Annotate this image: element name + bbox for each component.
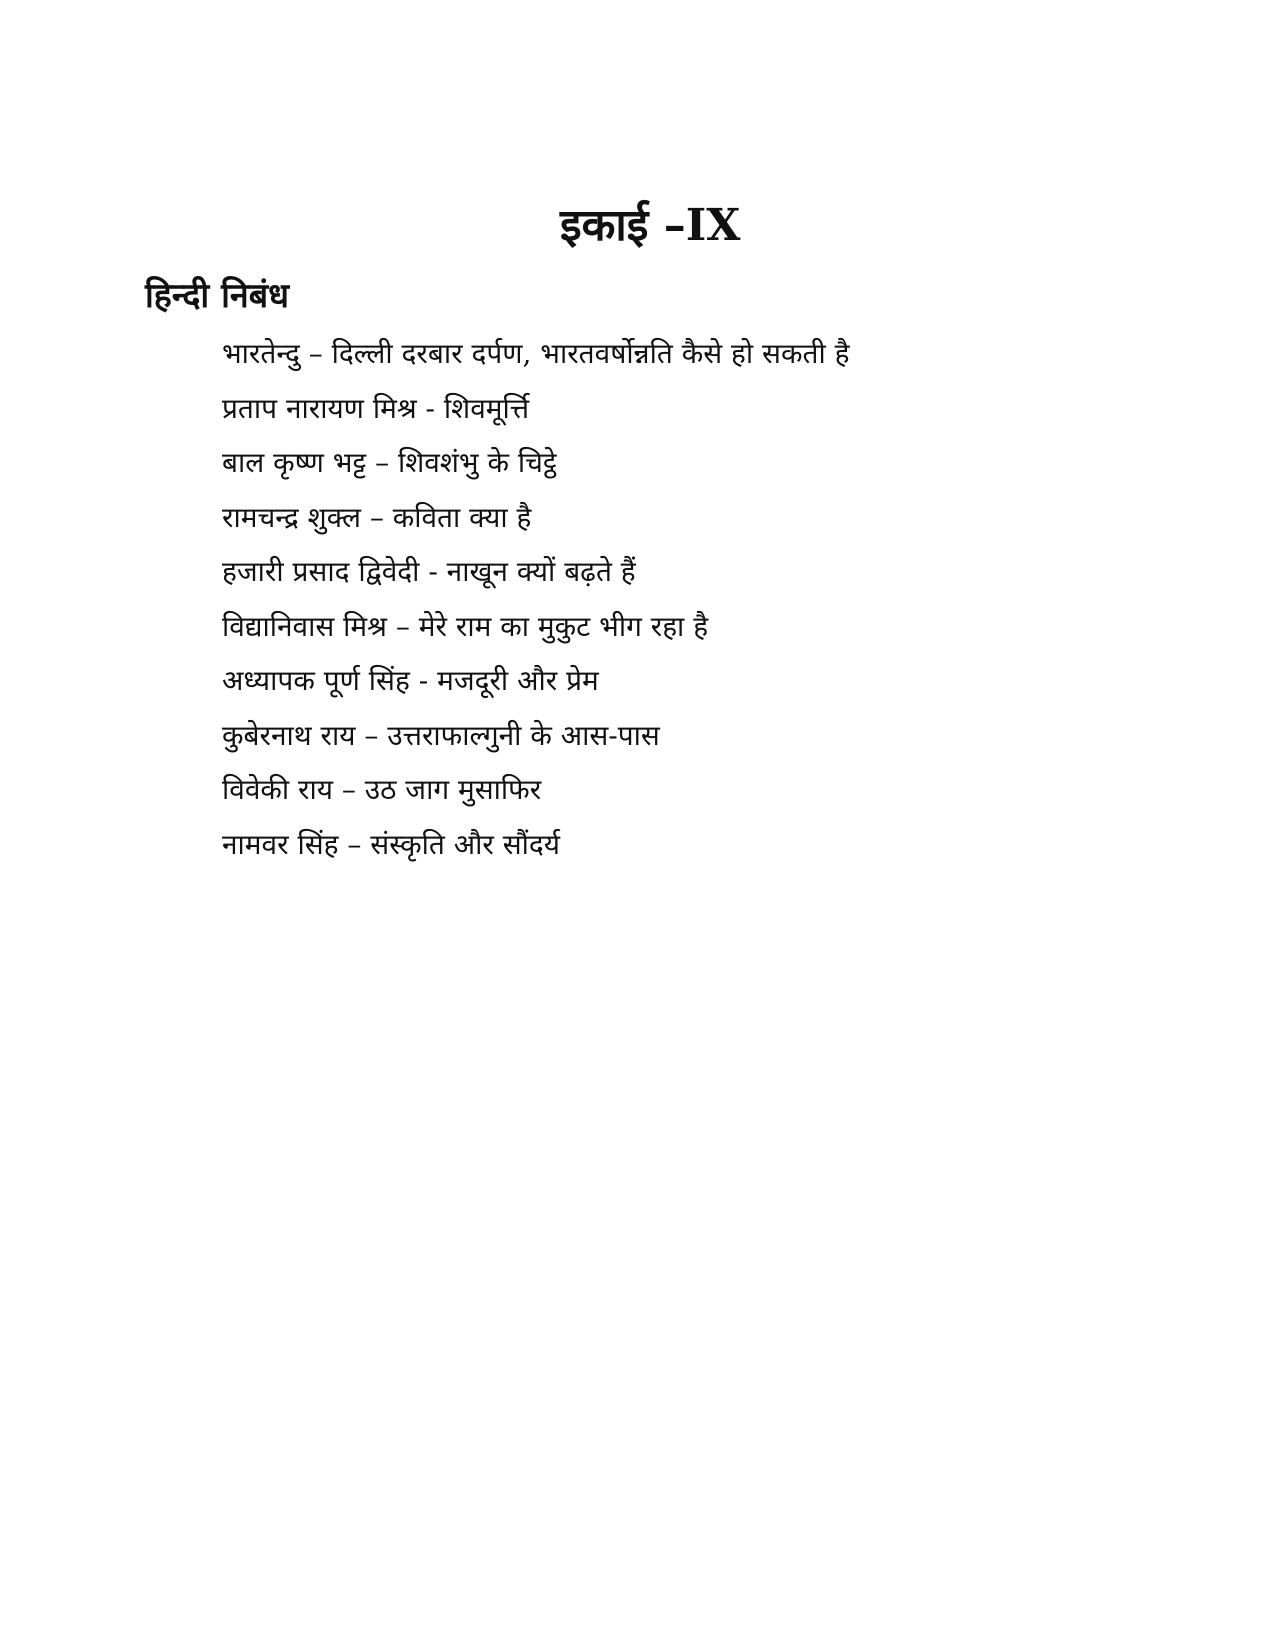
section-heading: हिन्दी निबंध	[145, 276, 290, 316]
essay-item: प्रताप नारायण मिश्र - शिवमूर्त्ति	[222, 391, 530, 425]
essay-item: अध्यापक पूर्ण सिंह - मजदूरी और प्रेम	[222, 664, 599, 697]
essay-item: भारतेन्दु – दिल्ली दरबार दर्पण, भारतवर्षोन्नति कैसे हो सकती है	[222, 337, 850, 370]
essay-item: कुबेरनाथ राय – उत्तराफाल्गुनी के आस-पास	[222, 718, 660, 752]
unit-title: इकाई –IX	[560, 200, 741, 251]
essay-item: रामचन्द्र शुक्ल – कविता क्या है	[222, 500, 532, 534]
essay-item: विद्यानिवास मिश्र – मेरे राम का मुकुट भीग रहा है	[222, 609, 709, 643]
essay-item: बाल कृष्ण भट्ट – शिवशंभु के चिट्ठे	[222, 446, 557, 479]
essay-item: विवेकी राय – उठ जाग मुसाफिर	[222, 773, 542, 806]
essay-item: हजारी प्रसाद द्विवेदी - नाखून क्यों बढ़ते हैं	[222, 555, 636, 588]
essay-list	[222, 333, 1122, 878]
essay-item: नामवर सिंह – संस्कृति और सौंदर्य	[222, 827, 561, 861]
